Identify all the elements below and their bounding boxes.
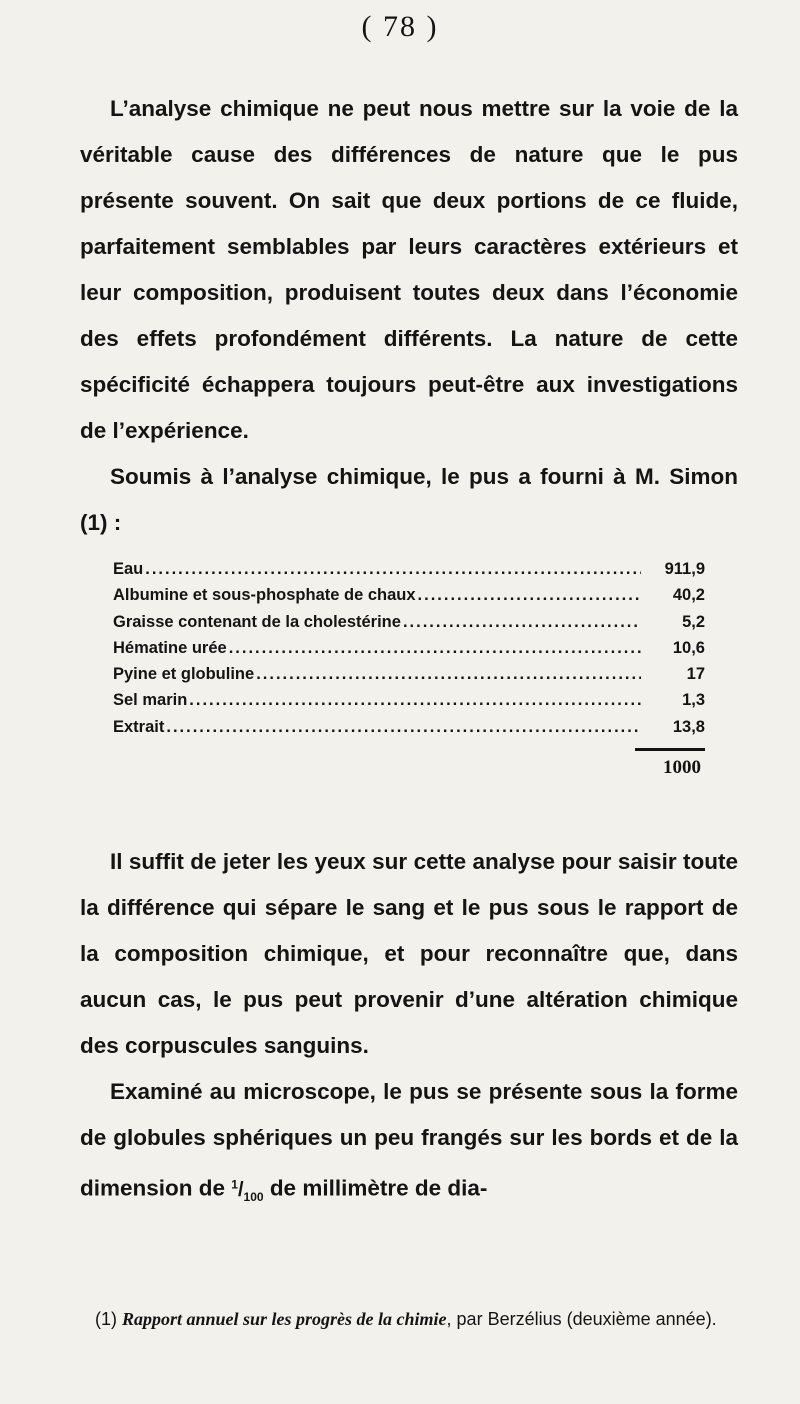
row-label: Albumine et sous-phosphate de chaux [113, 586, 416, 605]
leader-dots [229, 635, 641, 661]
row-value: 1,3 [682, 691, 705, 710]
leader-dots [145, 556, 641, 582]
body-text-bottom [80, 839, 738, 1220]
row-value: 13,8 [672, 717, 705, 736]
row-value: 10,6 [672, 638, 705, 657]
paragraph: Soumis à l’analyse chimique, le pus a fourni à M. Simon (1) : [80, 464, 738, 535]
row-label: Eau [113, 560, 144, 578]
leader-dots [256, 661, 641, 687]
table-row [113, 635, 705, 661]
leader-dots [189, 687, 641, 713]
table-row [113, 609, 705, 635]
table-row [113, 687, 705, 713]
row-label: Graisse contenant de la cholestérine [113, 612, 401, 631]
footnote-text: , par Berzélius (deuxième année). [446, 1309, 717, 1329]
table-total: 1000 [663, 757, 701, 779]
paragraph: Il suffit de jeter les yeux sur cette analyse pour saisir toute la différence qui sépare le sang et le pus sous le rapport de la composition chimique, et pour reconnaître que, dans aucun cas, le pus peut provenir d’une altération chimique des corpuscules sanguins. [80, 849, 738, 1058]
leader-dots [403, 609, 641, 635]
table-row [113, 582, 705, 608]
text-run: de millimètre de dia- [263, 1175, 488, 1201]
row-value: 5,2 [682, 612, 705, 631]
row-value: 17 [686, 665, 705, 684]
table-row [113, 661, 705, 687]
row-label: Extrait [113, 717, 165, 736]
row-label: Pyine et globuline [113, 665, 255, 684]
leader-dots [418, 582, 641, 608]
text-run: Examiné au microscope, le pus se présente sous la forme de globules sphériques un peu frangés sur les bords et de la dimension de [80, 1079, 738, 1201]
paragraph [80, 1069, 738, 1220]
composition-table [113, 556, 705, 781]
fraction-denominator: 100 [243, 1189, 264, 1204]
paragraph: L’analyse chimique ne peut nous mettre sur la voie de la véritable cause des différences de nature que le pus présente souvent. On sait que deux portions de ce fluide, parfaitement semblables par leurs caractères extérieurs et leur composition, produisent toutes deux dans l’économie des effets profondément différents. La nature de cette spécificité échappera toujours peut-être aux investigations de l’expérience. [80, 96, 738, 443]
leader-dots [166, 714, 641, 740]
footnote-title: Rapport annuel sur les progrès de la chimie [122, 1309, 447, 1329]
footnote [95, 1306, 755, 1333]
fraction-numerator: 1 [231, 1177, 238, 1191]
page-number: ( 78 ) [361, 10, 439, 43]
row-label: Sel marin [113, 691, 188, 710]
table-row [113, 556, 705, 582]
table-row [113, 714, 705, 740]
row-label: Hématine urée [113, 638, 227, 657]
row-value: 911,9 [664, 560, 705, 578]
body-text-top [80, 86, 738, 546]
footnote-marker: (1) [95, 1309, 122, 1329]
fraction: $^1/_{100}$ [231, 1177, 264, 1204]
row-value: 40,2 [672, 586, 705, 605]
sum-rule [635, 748, 705, 751]
